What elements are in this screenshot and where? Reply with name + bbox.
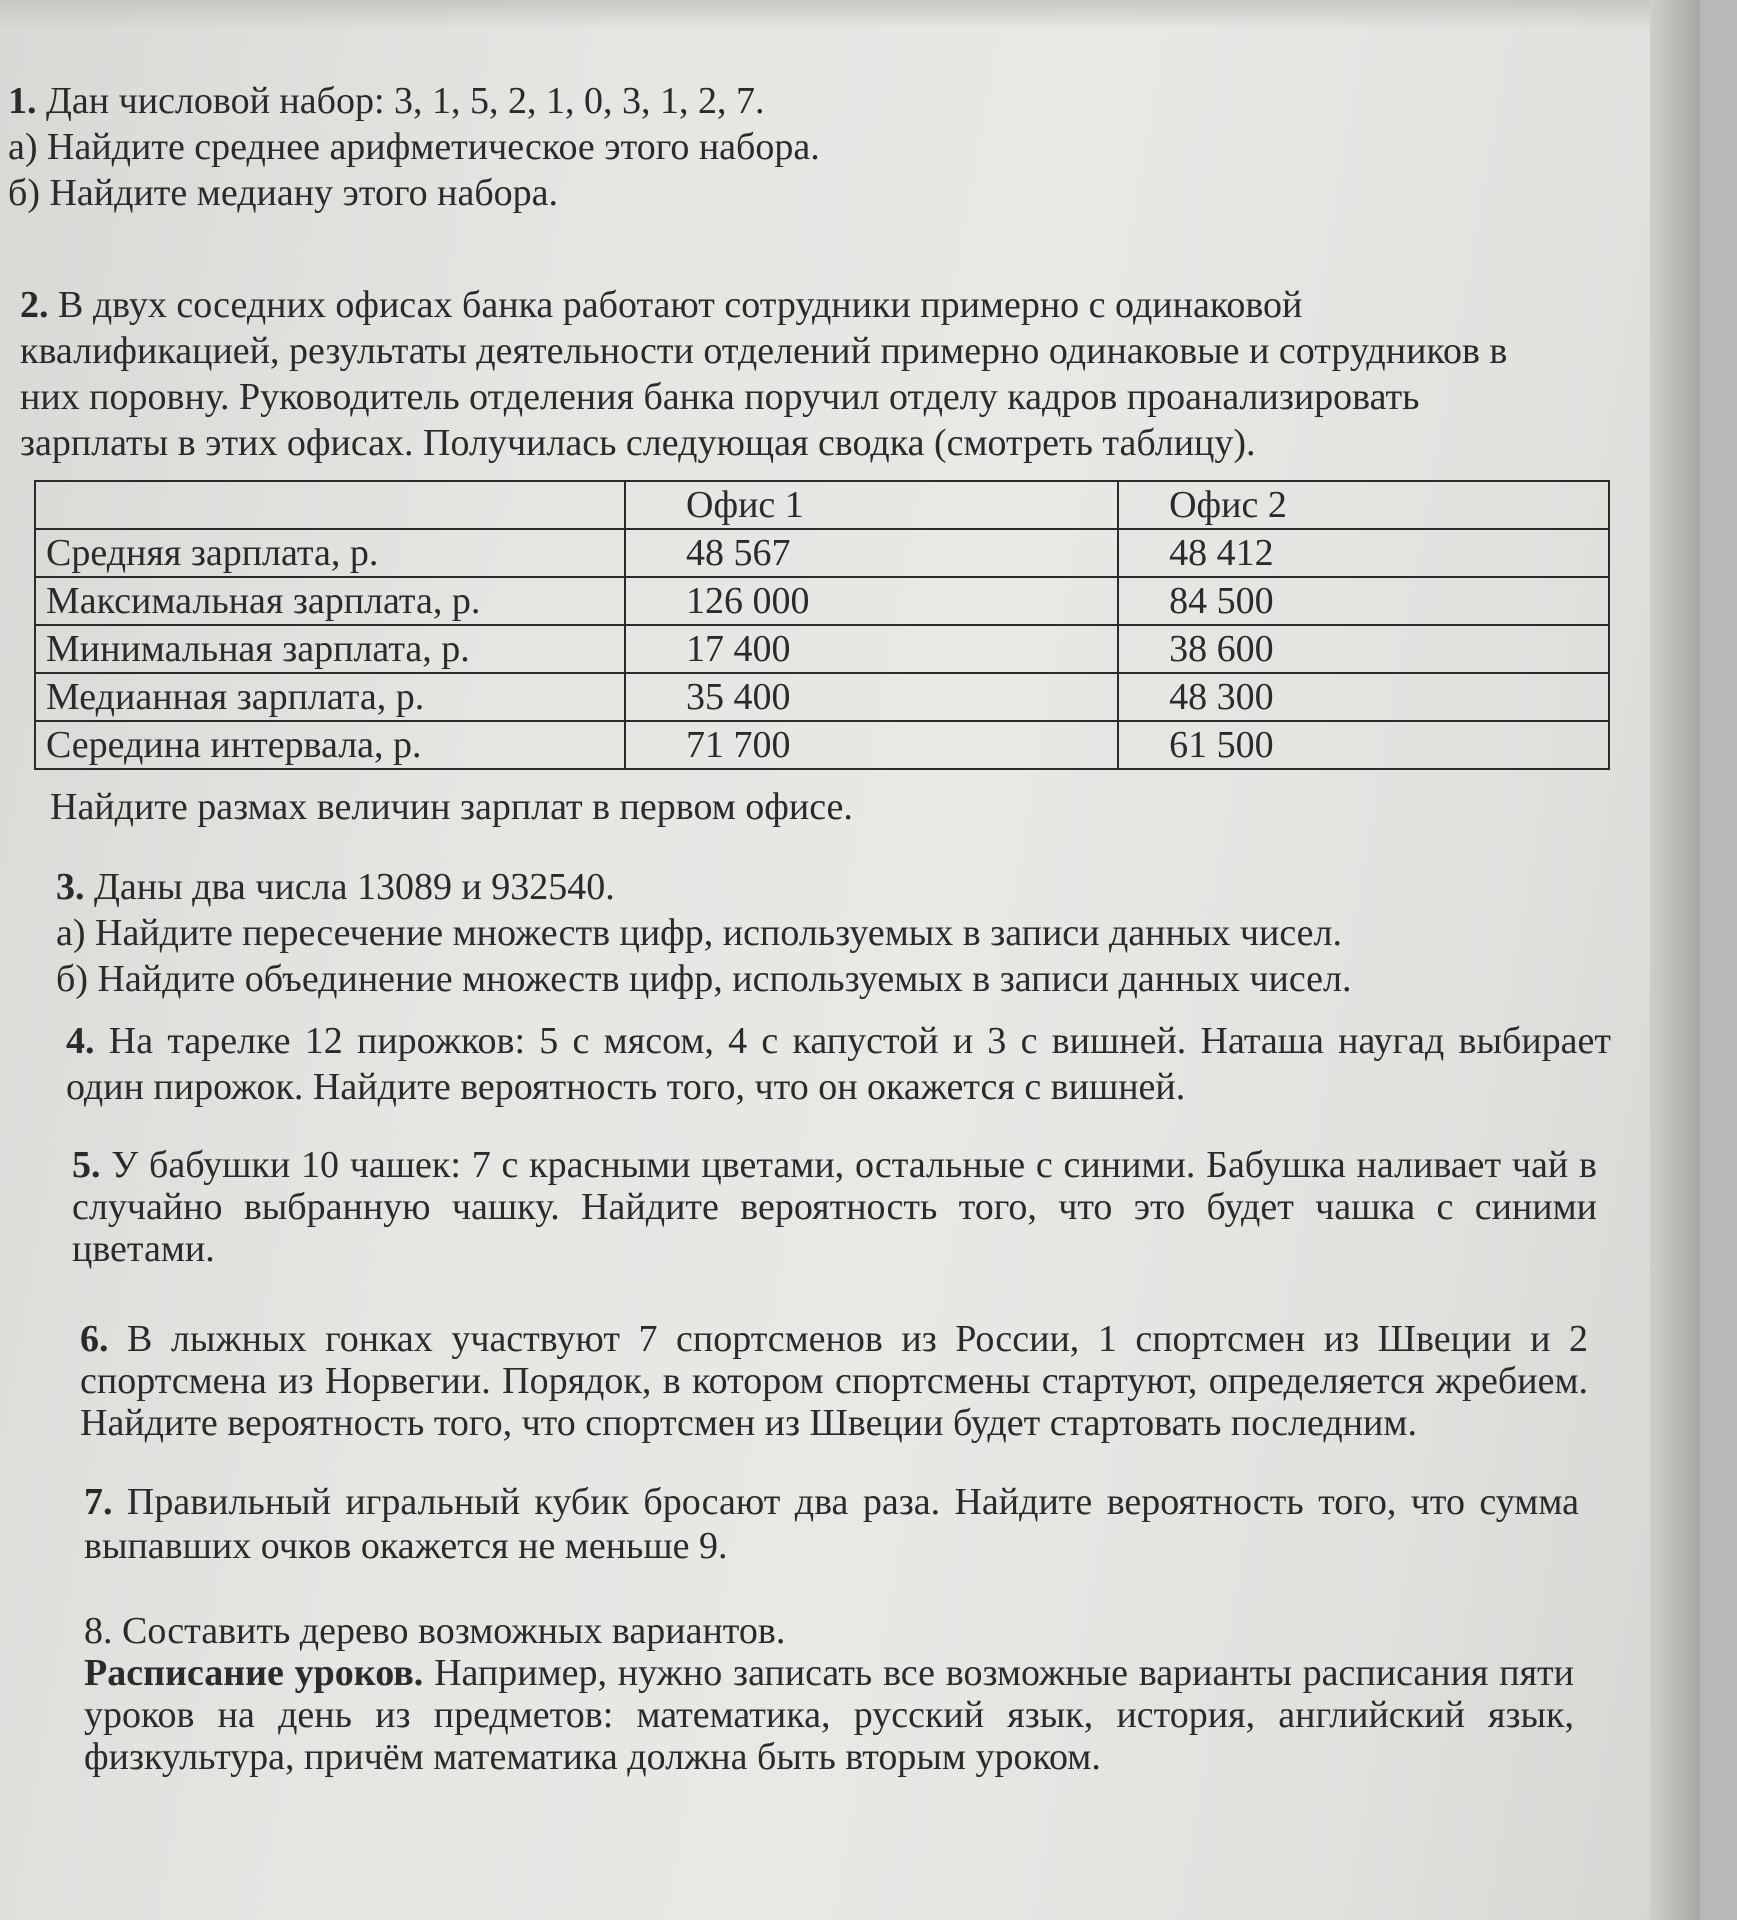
task-3-text: Даны два числа 13089 и 932540.: [84, 866, 615, 908]
office-1-value: 126 000: [625, 577, 1118, 625]
task-8: [84, 1610, 1574, 1778]
task-5: [72, 1144, 1597, 1270]
row-label: Медианная зарплата, р.: [35, 673, 625, 721]
task-4-line-2: один пирожок. Найдите вероятность того, что он окажется с вишней.: [66, 1066, 1186, 1108]
task-3-number: 3.: [56, 866, 85, 908]
task-7-number: 7.: [84, 1481, 113, 1523]
task-8-text: Составить дерево возможных вариантов.: [112, 1610, 786, 1652]
task-4-number: 4.: [66, 1020, 95, 1062]
task-2-line-1-text: В двух соседних офисах банка работают сотрудники примерно с одинаковой: [48, 284, 1303, 326]
table-header-office-2: Офис 2: [1118, 481, 1609, 529]
task-8-line-1: [84, 1652, 1574, 1694]
task-3-statement: [56, 864, 1556, 910]
office-1-value: 35 400: [625, 673, 1118, 721]
office-1-value: 48 567: [625, 529, 1118, 577]
office-2-value: 84 500: [1118, 577, 1609, 625]
task-4: [66, 1018, 1611, 1110]
task-1-part-a: а) Найдите среднее арифметическое этого набора.: [8, 126, 820, 168]
office-1-value: 17 400: [625, 625, 1118, 673]
table-row: [35, 529, 1609, 577]
task-1: [8, 78, 1008, 216]
task-6: [80, 1318, 1588, 1444]
table-row: [35, 625, 1609, 673]
salary-table: [34, 480, 1610, 770]
task-3: [56, 864, 1556, 1002]
task-5-line-1-text: У бабушки 10 чашек: 7 с красными цветами, остальные с синими. Бабушка наливает чай в: [100, 1144, 1597, 1186]
page-edge-shadow: [1650, 0, 1700, 1920]
task-8-line-3: физкультура, причём математика должна быть вторым уроком.: [84, 1736, 1101, 1778]
task-6-number: 6.: [80, 1318, 109, 1360]
task-8-number: 8.: [84, 1610, 113, 1652]
task-4-line-1-text: На тарелке 12 пирожков: 5 с мясом, 4 с капустой и 3 с вишней. Наташа наугад выбирает: [94, 1020, 1611, 1062]
table-row: [35, 577, 1609, 625]
task-6-line-3: Найдите вероятность того, что спортсмен из Швеции будет стартовать последним.: [80, 1402, 1417, 1444]
office-2-value: 61 500: [1118, 721, 1609, 769]
task-1-text: Дан числовой набор: 3, 1, 5, 2, 1, 0, 3, 1, 2, 7.: [36, 80, 765, 122]
task-6-line-2: спортсмена из Норвегии. Порядок, в котором спортсмены стартуют, определяется жребием.: [80, 1360, 1588, 1402]
row-label: Минимальная зарплата, р.: [35, 625, 625, 673]
task-2-line-4: зарплаты в этих офисах. Получилась следующая сводка (смотреть таблицу).: [20, 422, 1256, 464]
task-3-part-b: б) Найдите объединение множеств цифр, используемых в записи данных чисел.: [56, 958, 1352, 1000]
task-2-number: 2.: [20, 284, 49, 326]
task-8-line-1-text: Например, нужно записать все возможные варианты расписания пяти: [423, 1652, 1574, 1694]
task-2: [20, 282, 1640, 466]
office-2-value: 48 412: [1118, 529, 1609, 577]
task-8-lead: Расписание уроков.: [84, 1652, 424, 1694]
task-1-statement: [8, 78, 1008, 124]
task-5-line-3: цветами.: [72, 1228, 215, 1270]
office-1-value: 71 700: [625, 721, 1118, 769]
task-1-part-b: б) Найдите медиану этого набора.: [8, 172, 559, 214]
task-8-statement: [84, 1610, 1574, 1652]
top-shadow: [0, 0, 1700, 30]
task-2-question: [50, 784, 853, 830]
task-4-line-1: [66, 1018, 1611, 1064]
task-1-number: 1.: [8, 80, 37, 122]
row-label: Средняя зарплата, р.: [35, 529, 625, 577]
table-row: [35, 673, 1609, 721]
task-2-question-text: Найдите размах величин зарплат в первом офисе.: [50, 786, 853, 828]
task-2-line-1: [20, 282, 1640, 328]
office-2-value: 48 300: [1118, 673, 1609, 721]
row-label: Максимальная зарплата, р.: [35, 577, 625, 625]
office-2-value: 38 600: [1118, 625, 1609, 673]
task-6-line-1: [80, 1318, 1588, 1360]
row-label: Середина интервала, р.: [35, 721, 625, 769]
task-5-line-1: [72, 1144, 1597, 1186]
task-7-line-1-text: Правильный игральный кубик бросают два раза. Найдите вероятность того, что сумма: [112, 1481, 1579, 1523]
task-8-line-2: уроков на день из предметов: математика, русский язык, история, английский язык,: [84, 1694, 1574, 1736]
table-row: [35, 721, 1609, 769]
task-5-line-2: случайно выбранную чашку. Найдите вероятность того, что это будет чашка с синими: [72, 1186, 1597, 1228]
task-3-part-a: а) Найдите пересечение множеств цифр, используемых в записи данных чисел.: [56, 912, 1342, 954]
task-6-line-1-text: В лыжных гонках участвуют 7 спортсменов из России, 1 спортсмен из Швеции и 2: [108, 1318, 1588, 1360]
table-header-row: [35, 481, 1609, 529]
table-header-cell: [35, 481, 625, 529]
task-7-line-2: выпавших очков окажется не меньше 9.: [84, 1525, 728, 1567]
task-7-line-1: [84, 1480, 1579, 1524]
task-2-line-3: них поровну. Руководитель отделения банка поручил отделу кадров проанализировать: [20, 376, 1420, 418]
task-7: [84, 1480, 1579, 1568]
task-5-number: 5.: [72, 1144, 101, 1186]
task-2-line-2: квалификацией, результаты деятельности отделений примерно одинаковые и сотрудников в: [20, 330, 1508, 372]
table-header-office-1: Офис 1: [625, 481, 1118, 529]
